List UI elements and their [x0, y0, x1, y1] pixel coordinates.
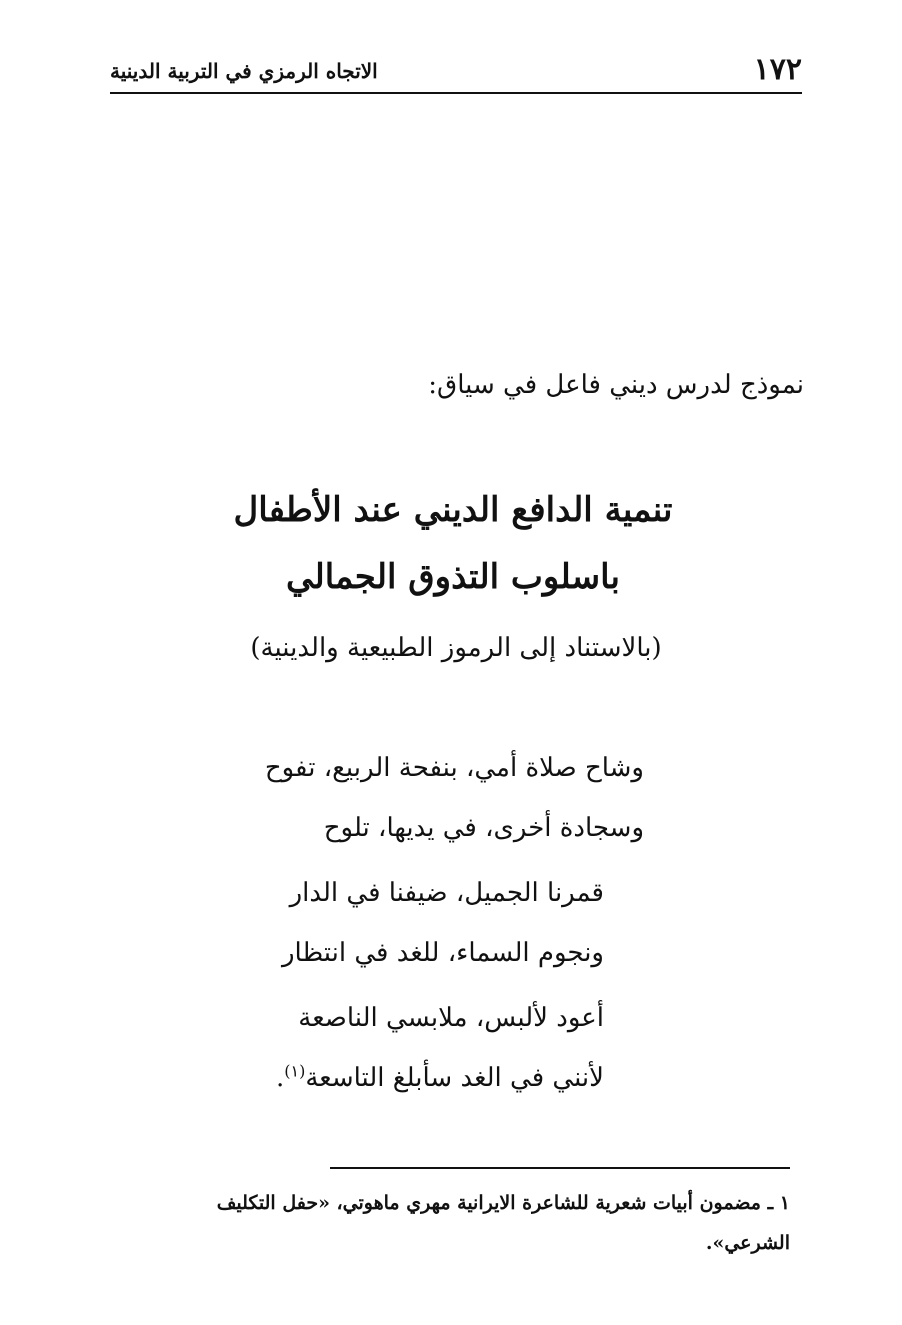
- footnote-divider: [330, 1167, 790, 1169]
- footnote-marker: (١): [284, 1061, 306, 1081]
- intro-line: نموذج لدرس ديني فاعل في سياق:: [428, 370, 804, 400]
- footnote-line-2: الشرعي».: [705, 1232, 790, 1254]
- poem-verse: ونجوم السماء، للغد في انتظار: [281, 938, 604, 968]
- poem-verse: أعود لألبس، ملابسي الناصعة: [298, 1003, 604, 1033]
- verse-end-punctuation: .: [275, 1063, 285, 1093]
- poem-verse: قمرنا الجميل، ضيفنا في الدار: [289, 878, 604, 908]
- poem-verse: وسجادة أخرى، في يديها، تلوح: [323, 813, 644, 843]
- page-number: ١٧٢: [753, 52, 802, 87]
- running-header: [110, 52, 802, 94]
- footnote-line-1: ١ ـ مضمون أبيات شعرية للشاعرة الايرانية مهري ماهوتي، «حفل التكليف: [216, 1192, 790, 1214]
- poem-verse: وشاح صلاة أمي، بنفحة الربيع، تفوح: [264, 753, 644, 783]
- lesson-subtitle: (بالاستناد إلى الرموز الطبيعية والدينية): [250, 633, 662, 663]
- lesson-title-line-2: باسلوب التذوق الجمالي: [286, 557, 620, 597]
- poem-verse-last: [276, 1058, 604, 1098]
- poem-verse-text: لأنني في الغد سأبلغ التاسعة: [305, 1063, 604, 1093]
- lesson-title-line-1: تنمية الدافع الديني عند الأطفال: [233, 490, 673, 530]
- footnote: [100, 1183, 790, 1263]
- book-title: الاتجاه الرمزي في التربية الدينية: [110, 59, 378, 83]
